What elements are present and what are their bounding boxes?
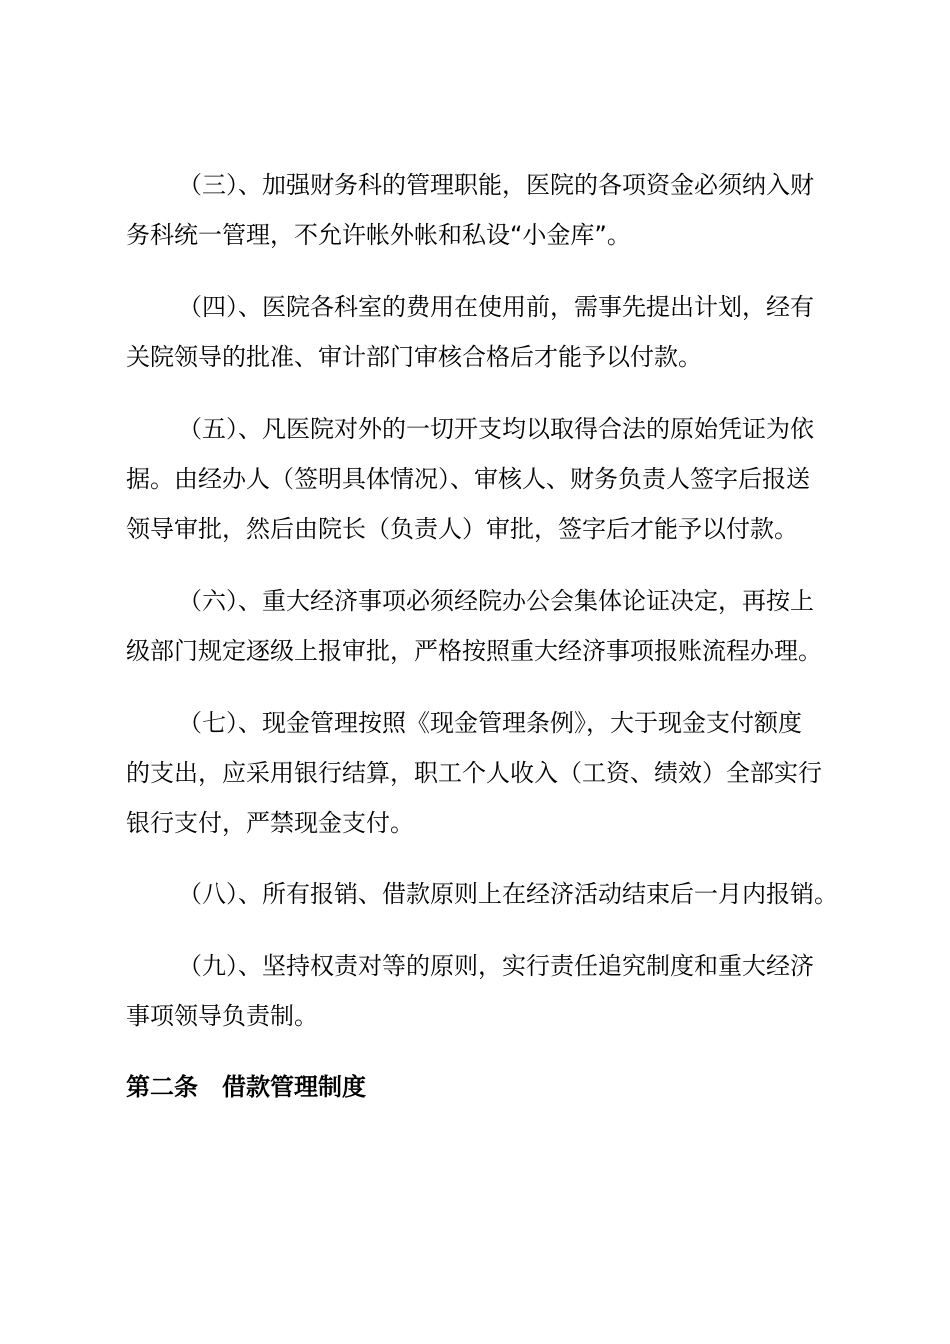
paragraph-line: （九）、坚持权责对等的原则，实行责任追究制度和重大经济 — [178, 952, 814, 980]
section-heading: 第二条 借款管理制度 — [126, 1073, 366, 1101]
paragraph-line: 级部门规定逐级上报审批，严格按照重大经济事项报账流程办理。 — [126, 637, 822, 665]
paragraph-7 — [126, 698, 826, 848]
paragraph-9 — [126, 941, 826, 1041]
paragraph-8 — [126, 869, 838, 919]
paragraph-line: （六）、重大经济事项必须经院办公会集体论证决定，再按上 — [178, 587, 814, 615]
paragraph-line: （八）、所有报销、借款原则上在经济活动结束后一月内报销。 — [178, 880, 838, 908]
paragraph-line: 领导审批，然后由院长（负责人）审批，签字后才能予以付款。 — [126, 515, 798, 543]
paragraph-line: 务科统一管理，不允许帐外帐和私设“小金库”。 — [126, 221, 631, 249]
paragraph-4 — [126, 282, 826, 382]
paragraph-line: （七）、现金管理按照《现金管理条例》，大于现金支付额度 — [178, 709, 802, 737]
paragraph-line: 关院领导的批准、审计部门审核合格后才能予以付款。 — [126, 343, 702, 371]
paragraph-line: （五）、凡医院对外的一切开支均以取得合法的原始凭证为依 — [178, 415, 814, 443]
paragraph-line: 银行支付，严禁现金支付。 — [126, 809, 414, 837]
paragraph-line: 据。由经办人（签明具体情况）、审核人、财务负责人签字后报送 — [126, 465, 810, 493]
paragraph-line: （四）、医院各科室的费用在使用前，需事先提出计划，经有 — [178, 293, 814, 321]
paragraph-6 — [126, 576, 826, 676]
paragraph-line: 的支出，应采用银行结算，职工个人收入（工资、绩效）全部实行 — [126, 759, 822, 787]
paragraph-line: （三）、加强财务科的管理职能，医院的各项资金必须纳入财 — [178, 171, 814, 199]
paragraph-3 — [126, 160, 826, 260]
paragraph-5 — [126, 404, 826, 554]
paragraph-line: 事项领导负责制。 — [126, 1002, 318, 1030]
